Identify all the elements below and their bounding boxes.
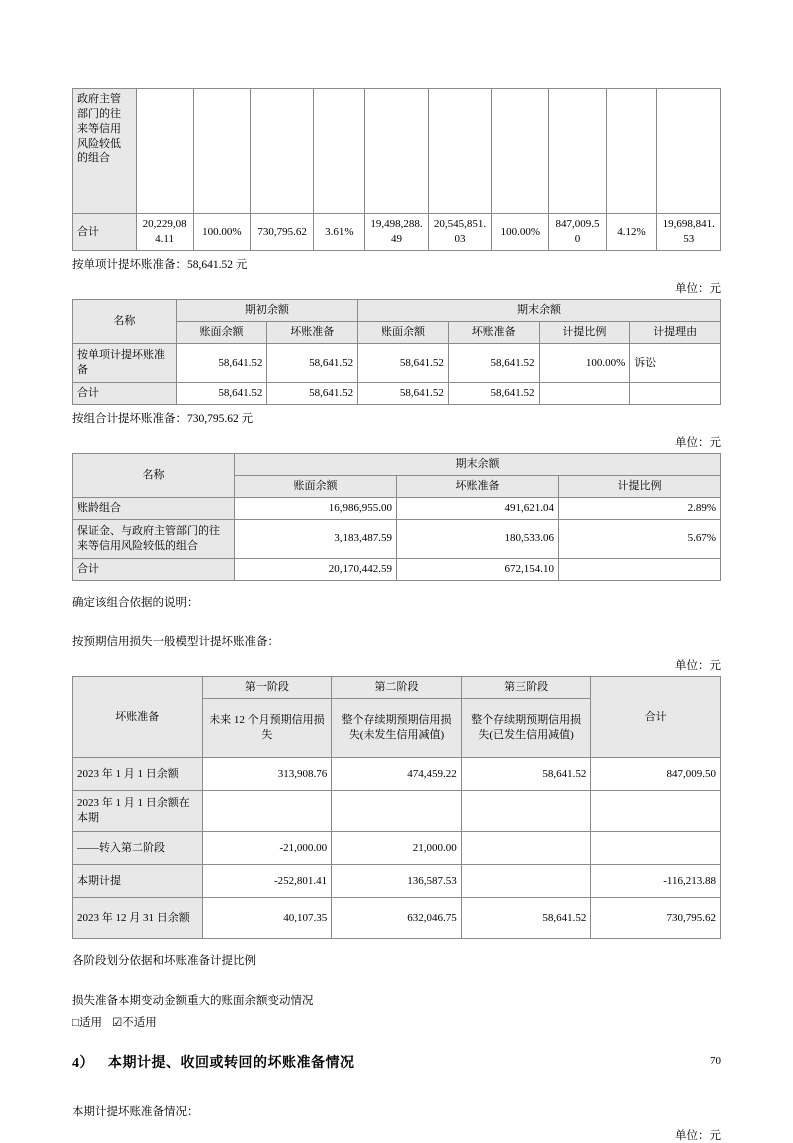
unit-label-4: 单位：元 (675, 1130, 721, 1143)
section-number: 4） (72, 1056, 94, 1072)
cell: 730,795.62 (250, 214, 314, 251)
cell: -21,000.00 (202, 832, 332, 865)
cell: 19,498,288.49 (365, 214, 429, 251)
cell: 847,009.50 (591, 758, 721, 791)
header-ratio: 计提比例 (559, 476, 721, 498)
table-row (73, 344, 721, 383)
cell: 20,229,084.11 (136, 214, 193, 251)
header-end-balance: 期末余额 (358, 300, 721, 322)
row-label: 2023 年 1 月 1 日余额 (73, 758, 203, 791)
header-end-balance: 期末余额 (235, 454, 721, 476)
section-title: 本期计提、收回或转回的坏账准备情况 (108, 1056, 355, 1072)
cell: 4.12% (606, 214, 657, 251)
header-total: 合计 (591, 677, 721, 758)
section-heading (72, 1052, 721, 1072)
note-stage-basis: 各阶段划分依据和坏账准备计提比例 (72, 955, 256, 968)
cell: -116,213.88 (591, 865, 721, 898)
header-name: 名称 (73, 454, 235, 498)
header-book-balance: 账面余额 (235, 476, 397, 498)
row-label: 2023 年 1 月 1 日余额在本期 (73, 791, 203, 832)
table-row (73, 758, 721, 791)
table-row (73, 89, 721, 214)
cell: 诉讼 (630, 344, 721, 383)
header-book-balance: 账面余额 (176, 322, 267, 344)
cell: 672,154.10 (397, 558, 559, 580)
table-stage-provision (72, 676, 721, 939)
table-header-row (73, 454, 721, 476)
cell: 58,641.52 (358, 344, 449, 383)
header-begin-balance: 期初余额 (176, 300, 357, 322)
note-group-provision: 按组合计提坏账准备：730,795.62 元 (72, 412, 254, 425)
row-label: 合计 (73, 214, 137, 251)
cell: 474,459.22 (332, 758, 462, 791)
cell: 58,641.52 (267, 383, 358, 405)
note-loss-provision-change: 损失准备本期变动金额重大的账面余额变动情况 (72, 994, 314, 1007)
note-general-model: 按预期信用损失一般模型计提坏账准备： (72, 636, 279, 649)
cell (428, 89, 492, 214)
table-row (73, 791, 721, 832)
unit-label-2: 单位：元 (675, 437, 721, 450)
cell: -252,801.41 (202, 865, 332, 898)
header-stage-3-sub: 整个存续期预期信用损失(已发生信用减值) (461, 699, 591, 758)
header-stage-1-sub: 未来 12 个月预期信用损失 (202, 699, 332, 758)
unit-label-1: 单位：元 (675, 283, 721, 296)
cell: 2.89% (559, 498, 721, 520)
row-label: 账龄组合 (73, 498, 235, 520)
header-book-balance: 账面余额 (358, 322, 449, 344)
cell (492, 89, 549, 214)
cell (461, 865, 591, 898)
cell (202, 791, 332, 832)
table-row (73, 832, 721, 865)
header-bad-debt: 坏账准备 (73, 677, 203, 758)
table-header-row (73, 300, 721, 322)
cell (591, 791, 721, 832)
page-number: 70 (710, 1055, 721, 1067)
cell: 491,621.04 (397, 498, 559, 520)
row-label: 保证金、与政府主管部门的往来等信用风险较低的组合 (73, 519, 235, 558)
note-single-provision: 按单项计提坏账准备：58,641.52 元 (72, 259, 248, 271)
cell: 100.00% (539, 344, 630, 383)
cell (591, 832, 721, 865)
cell (657, 89, 721, 214)
cell (461, 791, 591, 832)
cell: 136,587.53 (332, 865, 462, 898)
cell: 847,009.50 (549, 214, 606, 251)
cell: 100.00% (492, 214, 549, 251)
cell: 21,000.00 (332, 832, 462, 865)
cell: 40,107.35 (202, 898, 332, 939)
header-stage-2: 第二阶段 (332, 677, 462, 699)
note-current-provision: 本期计提坏账准备情况： (72, 1106, 199, 1119)
cell (332, 791, 462, 832)
cell: 3,183,487.59 (235, 519, 397, 558)
header-stage-3: 第三阶段 (461, 677, 591, 699)
cell: 58,641.52 (267, 344, 358, 383)
table-single-item-provision (72, 299, 721, 405)
table-row (73, 865, 721, 898)
row-label: 按单项计提坏账准备 (73, 344, 177, 383)
header-stage-1: 第一阶段 (202, 677, 332, 699)
header-bad-debt: 坏账准备 (397, 476, 559, 498)
cell: 58,641.52 (176, 383, 267, 405)
note-group-basis: 确定该组合依据的说明： (72, 596, 199, 609)
header-stage-2-sub: 整个存续期预期信用损失(未发生信用减值) (332, 699, 462, 758)
row-label: ——转入第二阶段 (73, 832, 203, 865)
cell: 16,986,955.00 (235, 498, 397, 520)
cell: 58,641.52 (461, 758, 591, 791)
checkbox-applicable[interactable]: □适用 (72, 1017, 102, 1030)
row-label: 本期计提 (73, 865, 203, 898)
table-row (73, 214, 721, 251)
cell (461, 832, 591, 865)
cell (365, 89, 429, 214)
header-ratio: 计提比例 (539, 322, 630, 344)
row-label: 政府主管部门的往来等信用风险较低的组合 (73, 89, 137, 214)
table-row (73, 898, 721, 939)
cell (539, 383, 630, 405)
cell: 3.61% (314, 214, 365, 251)
header-name: 名称 (73, 300, 177, 344)
unit-label-3: 单位：元 (675, 660, 721, 673)
cell: 5.67% (559, 519, 721, 558)
cell: 19,698,841.53 (657, 214, 721, 251)
cell (250, 89, 314, 214)
header-reason: 计提理由 (630, 322, 721, 344)
table-group-provision (72, 453, 721, 580)
cell: 100.00% (193, 214, 250, 251)
row-label: 合计 (73, 558, 235, 580)
row-label: 2023 年 12 月 31 日余额 (73, 898, 203, 939)
header-bad-debt: 坏账准备 (267, 322, 358, 344)
table-row (73, 519, 721, 558)
cell (606, 89, 657, 214)
table-row (73, 498, 721, 520)
table-header-row (73, 677, 721, 699)
cell: 180,533.06 (397, 519, 559, 558)
cell (549, 89, 606, 214)
table-row (73, 383, 721, 405)
cell (314, 89, 365, 214)
cell: 632,046.75 (332, 898, 462, 939)
cell: 313,908.76 (202, 758, 332, 791)
cell: 20,170,442.59 (235, 558, 397, 580)
row-label: 合计 (73, 383, 177, 405)
checkbox-not-applicable[interactable]: ☑不适用 (111, 1017, 157, 1030)
cell: 730,795.62 (591, 898, 721, 939)
cell: 20,545,851.03 (428, 214, 492, 251)
table-row (73, 558, 721, 580)
table-top-continued (72, 88, 721, 251)
cell: 58,641.52 (176, 344, 267, 383)
cell: 58,641.52 (358, 383, 449, 405)
cell (559, 558, 721, 580)
cell (630, 383, 721, 405)
cell: 58,641.52 (448, 383, 539, 405)
applicability-row (72, 1014, 721, 1030)
cell: 58,641.52 (448, 344, 539, 383)
cell (136, 89, 193, 214)
header-bad-debt: 坏账准备 (448, 322, 539, 344)
cell (193, 89, 250, 214)
cell: 58,641.52 (461, 898, 591, 939)
